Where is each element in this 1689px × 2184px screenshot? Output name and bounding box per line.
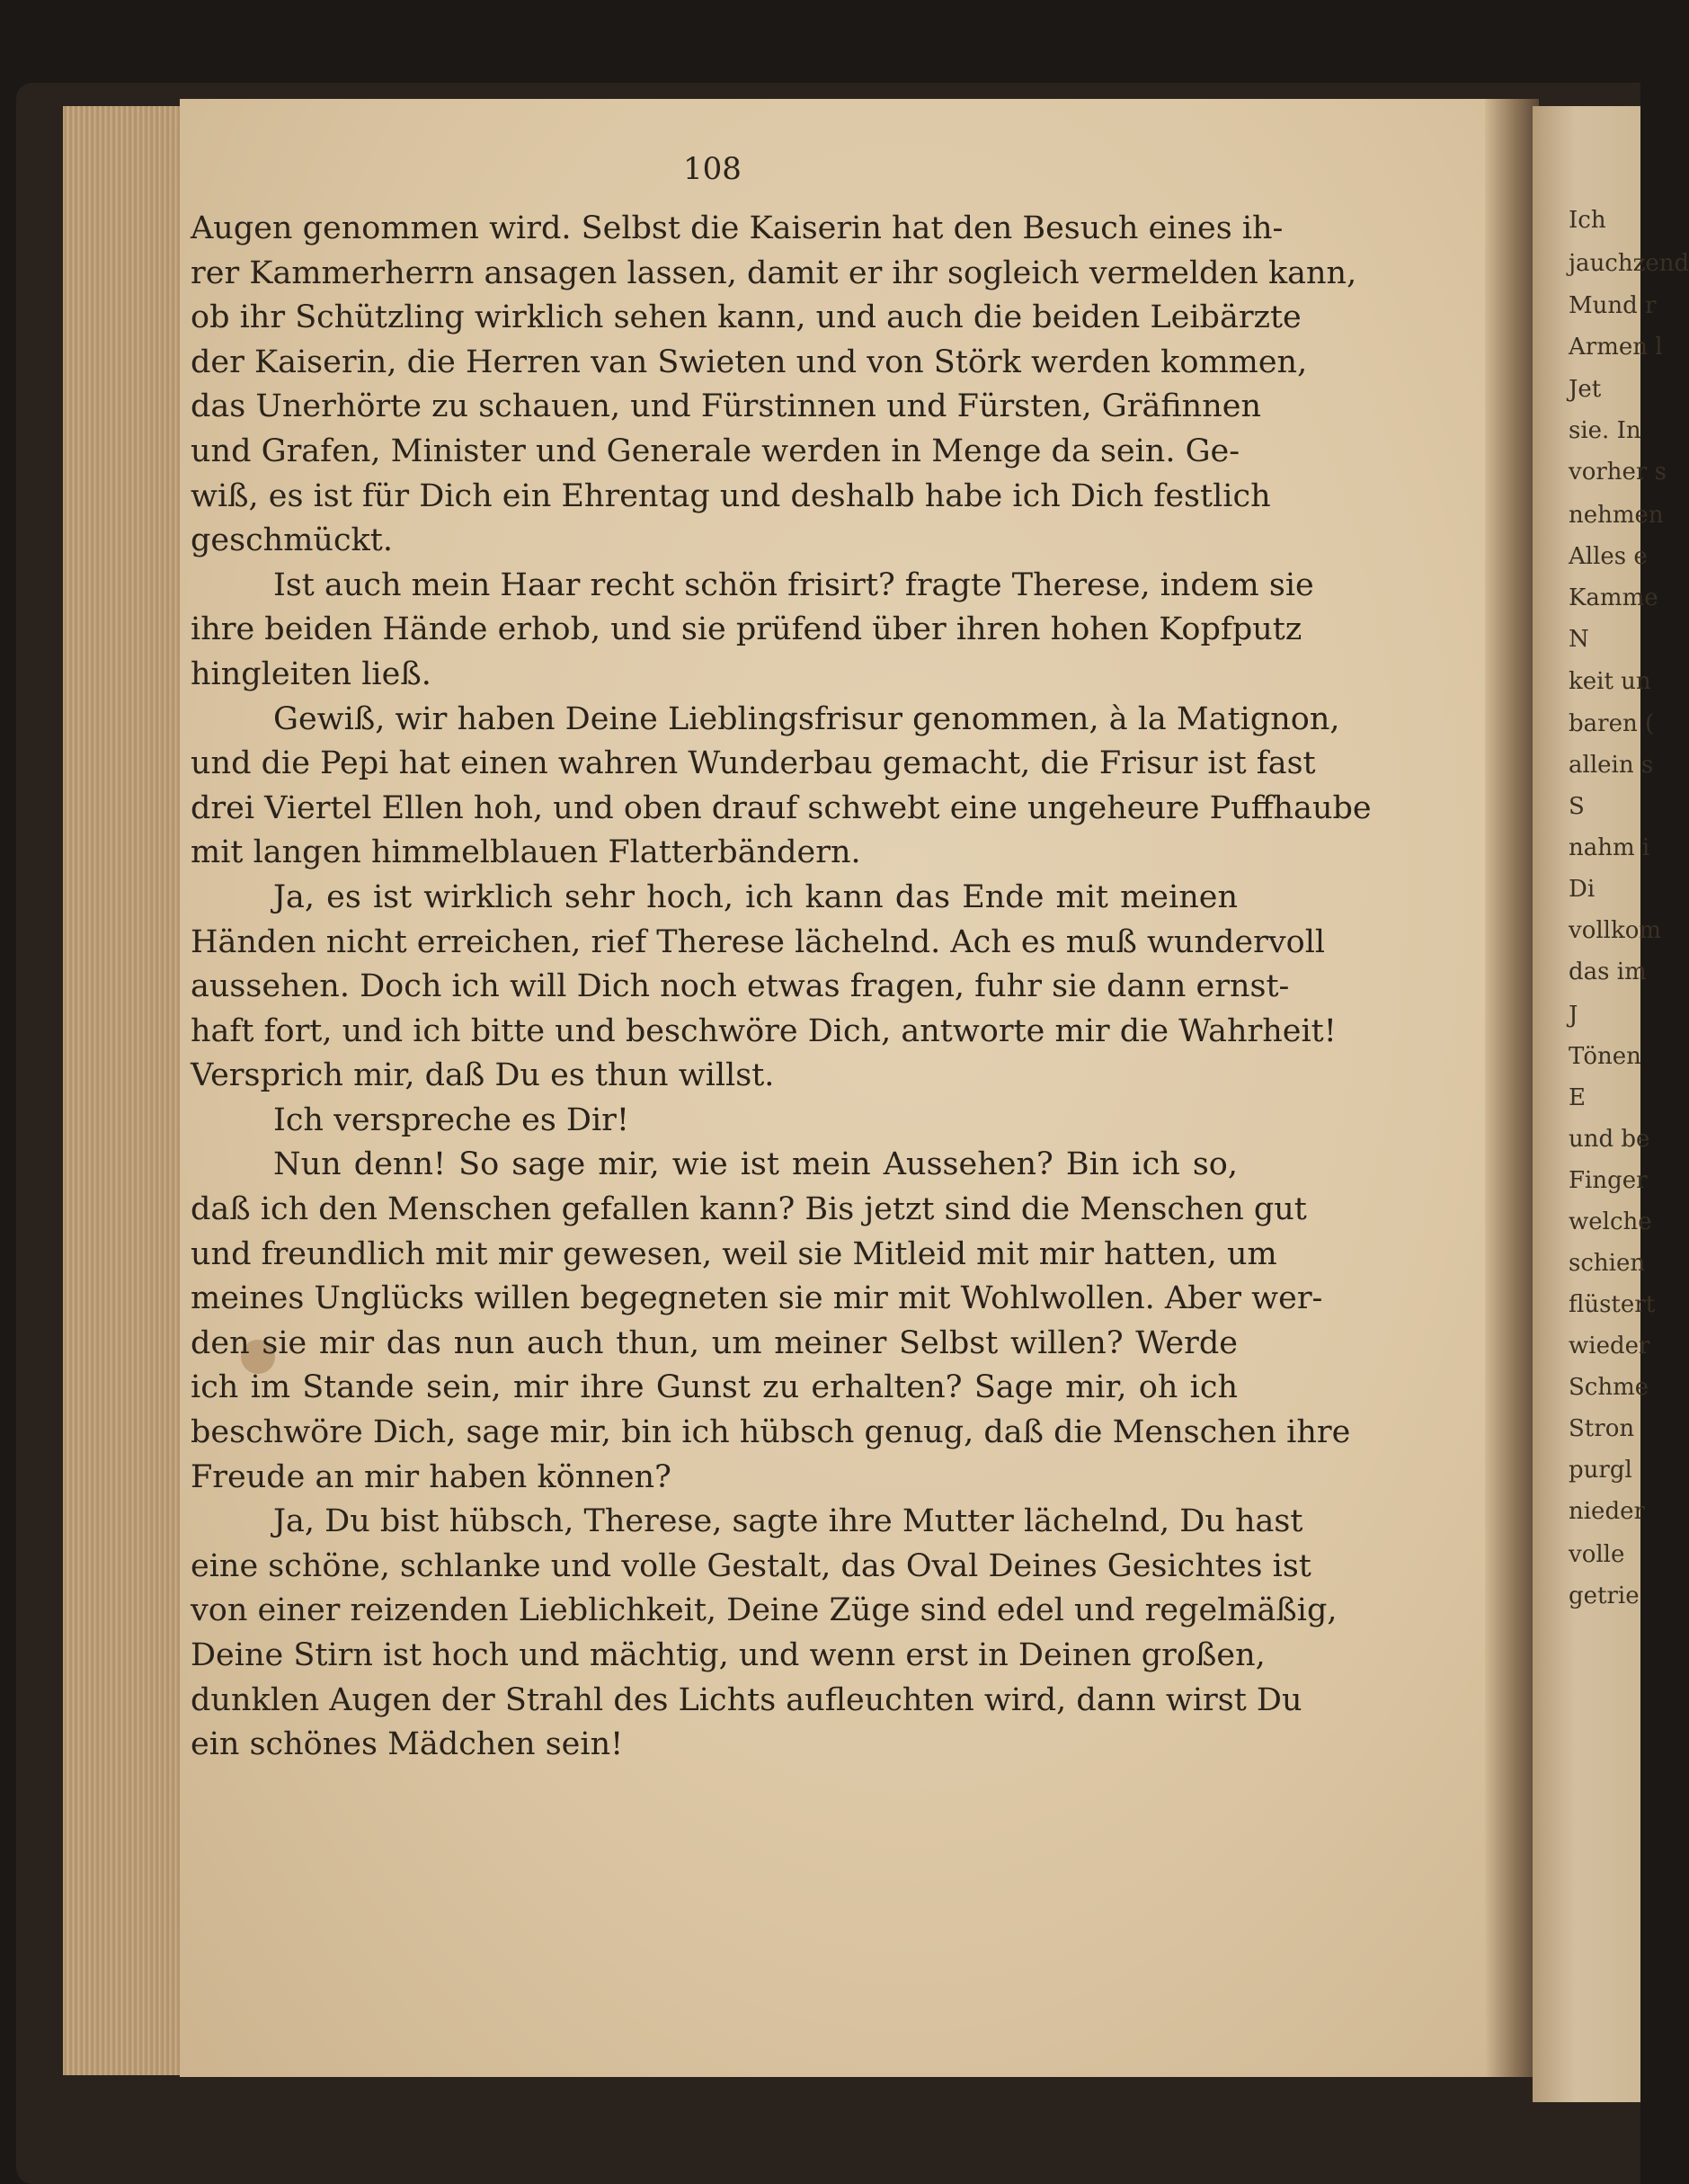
right-page-fragment: vorher s — [1569, 459, 1667, 486]
right-page-fragment: Finger — [1569, 1167, 1648, 1194]
right-page-fragment: Alles e — [1569, 543, 1648, 570]
right-page-fragment: getrie — [1569, 1582, 1640, 1609]
text-line: und die Pepi hat einen wahren Wunderbau gemacht, die Frisur ist fast — [191, 745, 1316, 782]
text-line: das Unerhörte zu schauen, und Fürstinnen und Fürsten, Gräfinnen — [191, 388, 1262, 425]
right-page-fragment: wieder — [1569, 1333, 1650, 1359]
text-line: geschmückt. — [191, 522, 393, 559]
right-page-fragment: Stron — [1569, 1415, 1635, 1442]
text-line: drei Viertel Ellen hoh, und oben drauf schwebt eine ungeheure Puffhaube — [191, 789, 1372, 826]
paragraph — [191, 564, 1314, 698]
right-page — [1533, 106, 1689, 2102]
right-page-fragment: das im — [1569, 958, 1647, 985]
text-line: daß ich den Menschen gefallen kann? Bis jetzt sind die Menschen gut — [191, 1191, 1307, 1228]
text-line: Händen nicht erreichen, rief Therese lächelnd. Ach es muß wundervoll — [191, 923, 1326, 960]
text-line: dunklen Augen der Strahl des Lichts aufleuchten wird, dann wirst Du — [191, 1681, 1302, 1718]
paragraph — [191, 1500, 1338, 1768]
right-page-fragment: Mund r — [1569, 292, 1657, 319]
right-page-fragment: baren ( — [1569, 710, 1655, 737]
text-line: Ja, es ist wirklich sehr hoch, ich kann das Ende mit meinen — [273, 878, 1238, 915]
right-page-fragment: S — [1569, 793, 1585, 820]
right-page-fragment: Kamme — [1569, 584, 1658, 611]
right-page-fragment: J — [1569, 1002, 1578, 1029]
text-line: eine schöne, schlanke und volle Gestalt, das Oval Deines Gesichtes ist — [191, 1547, 1311, 1584]
text-line: ihre beiden Hände erhob, und sie prüfend über ihren hohen Kopfputz — [191, 611, 1302, 648]
right-page-fragment: Ich — [1569, 207, 1606, 234]
right-page-fragment: sie. In — [1569, 417, 1641, 444]
text-line: mit langen himmelblauen Flatterbändern. — [191, 834, 861, 871]
right-page-fragment: welche — [1569, 1208, 1652, 1235]
text-line: der Kaiserin, die Herren van Swieten und von Störk werden kommen, — [191, 343, 1308, 380]
text-line: ein schönes Mädchen sein! — [191, 1726, 624, 1763]
right-page-fragment: vollkom — [1569, 917, 1662, 944]
text-line: Gewiß, wir haben Deine Lieblingsfrisur genommen, à la Matignon, — [273, 700, 1340, 737]
right-page-fragment: Di — [1569, 876, 1596, 903]
right-page-fragment: flüstert — [1569, 1291, 1656, 1318]
right-page-fragment: nahm i — [1569, 834, 1650, 861]
right-page-fragment: Tönen — [1569, 1043, 1641, 1070]
text-line: Ist auch mein Haar recht schön frisirt? fragte Therese, indem sie — [273, 566, 1314, 603]
text-line: haft fort, und ich bitte und beschwöre Dich, antworte mir die Wahrheit! — [191, 1012, 1337, 1049]
paragraph — [191, 876, 1337, 1099]
book-gutter — [1485, 99, 1539, 2077]
paragraph — [191, 207, 1357, 564]
text-line: beschwöre Dich, sage mir, bin ich hübsch genug, daß die Menschen ihre — [191, 1414, 1351, 1451]
page-edges — [63, 106, 198, 2075]
text-line: Deine Stirn ist hoch und mächtig, und wenn erst in Deinen großen, — [191, 1637, 1266, 1673]
right-page-fragment: purgl — [1569, 1457, 1632, 1484]
right-page-fragment: nieder — [1569, 1498, 1645, 1525]
right-page-fragment: jauchzend — [1569, 250, 1689, 277]
text-line: wiß, es ist für Dich ein Ehrentag und deshalb habe ich Dich festlich — [191, 477, 1271, 514]
page-number: 108 — [683, 151, 742, 187]
text-line: Versprich mir, daß Du es thun willst. — [191, 1057, 775, 1094]
right-page-fragment: volle — [1569, 1541, 1625, 1568]
right-page-fragment: Schme — [1569, 1374, 1649, 1401]
text-line: meines Unglücks willen begegneten sie mir mit Wohlwollen. Aber wer- — [191, 1280, 1323, 1317]
right-page-fragment: und be — [1569, 1126, 1650, 1153]
text-line: rer Kammerherrn ansagen lassen, damit er ihr sogleich vermelden kann, — [191, 254, 1357, 291]
text-line: aussehen. Doch ich will Dich noch etwas fragen, fuhr sie dann ernst- — [191, 968, 1290, 1005]
paragraph — [191, 698, 1372, 876]
text-line: Nun denn! So sage mir, wie ist mein Aussehen? Bin ich so, — [273, 1146, 1238, 1183]
right-page-fragment: schien — [1569, 1250, 1646, 1277]
right-page-fragment: Jet — [1569, 376, 1602, 403]
text-line: Ich verspreche es Dir! — [273, 1101, 629, 1138]
text-line: hingleiten ließ. — [191, 655, 431, 692]
text-line: und freundlich mit mir gewesen, weil sie Mitleid mit mir hatten, um — [191, 1235, 1277, 1272]
text-line: ob ihr Schützling wirklich sehen kann, und auch die beiden Leibärzte — [191, 299, 1302, 336]
text-line: den sie mir das nun auch thun, um meiner Selbst willen? Werde — [191, 1324, 1238, 1361]
text-line: von einer reizenden Lieblichkeit, Deine Züge sind edel und regelmäßig, — [191, 1592, 1338, 1629]
right-page-fragment: Armen l — [1569, 334, 1663, 361]
right-page-fragment: N — [1569, 626, 1589, 653]
text-line: Augen genommen wird. Selbst die Kaiserin hat den Besuch eines ih- — [191, 210, 1284, 246]
text-line: Ja, Du bist hübsch, Therese, sagte ihre Mutter lächelnd, Du hast — [273, 1503, 1303, 1540]
right-page-fragment: keit un — [1569, 668, 1651, 695]
text-line: ich im Stande sein, mir ihre Gunst zu erhalten? Sage mir, oh ich — [191, 1369, 1238, 1406]
right-page-fragment: allein s — [1569, 752, 1654, 779]
right-page-fragment: E — [1569, 1084, 1586, 1111]
paragraph — [191, 1143, 1351, 1500]
text-line: Freude an mir haben können? — [191, 1458, 671, 1495]
body-text — [191, 207, 1372, 1768]
text-line: und Grafen, Minister und Generale werden in Menge da sein. Ge- — [191, 432, 1240, 469]
paragraph — [191, 1099, 1238, 1144]
right-page-fragment: nehmen — [1569, 502, 1664, 529]
